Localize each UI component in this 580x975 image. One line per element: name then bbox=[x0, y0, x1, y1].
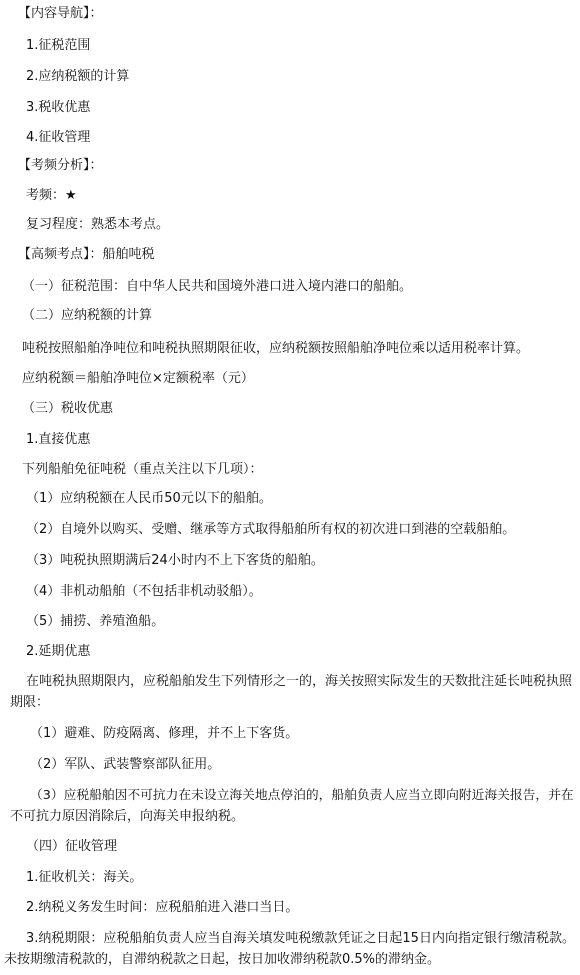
subsection-tax-scope: （一）征税范围：自中华人民共和国境外港口进入境内港口的船舶。 bbox=[22, 279, 413, 294]
paragraph-exempt-intro: 下列船舶免征吨税（重点关注以下几项）： bbox=[22, 462, 263, 477]
deferred-item-1: （1）避难、防疫隔离、修理，并不上下客货。 bbox=[30, 726, 299, 741]
paragraph-calculation-basis: 吨税按照船舶净吨位和吨税执照期限征收，应纳税额按照船舶净吨位乘以适用税率计算。 bbox=[22, 341, 530, 356]
heading-direct-incentives: 1.直接优惠 bbox=[26, 432, 91, 447]
exempt-item-5: （5）捕捞、养殖渔船。 bbox=[26, 614, 165, 629]
paragraph-deferred-line-2: 期限： bbox=[10, 695, 50, 710]
paragraph-deferred-line-1: 在吨税执照期限内，应税船舶发生下列情形之一的，海关按照实际发生的天数批注延长吨税执照 bbox=[26, 674, 573, 689]
payment-deadline-line-1: 3.纳税期限：应税船舶负责人应当自海关填发吨税缴款凭证之日起15日内向指定银行缴清税款。 bbox=[26, 931, 575, 946]
section-heading-frequency-analysis: 【考频分析】： bbox=[18, 158, 103, 173]
exempt-item-4: （4）非机动船舶（不包括非机动驳船）。 bbox=[26, 584, 262, 599]
nav-item-tax-calculation: 2.应纳税额的计算 bbox=[26, 69, 130, 84]
deferred-item-2: （2）军队、武装警察部队征用。 bbox=[30, 757, 221, 772]
deferred-item-3-line-1: （3）应税船舶因不可抗力在未设立海关地点停泊的，船舶负责人应当立即向附近海关报告，并在 bbox=[30, 788, 574, 803]
nav-item-tax-incentives: 3.税收优惠 bbox=[26, 100, 91, 115]
nav-item-collection-management: 4.征收管理 bbox=[26, 130, 91, 145]
payment-deadline-line-2: 未按期缴清税款的，自滞纳税款之日起，按日加收滞纳税款0.5%的滞纳金。 bbox=[4, 952, 441, 967]
subsection-tax-calculation: （二）应纳税额的计算 bbox=[22, 308, 153, 323]
section-heading-content-nav: 【内容导航】： bbox=[18, 6, 103, 21]
heading-deferred-incentives: 2.延期优惠 bbox=[26, 644, 91, 659]
exempt-item-2: （2）自境外以购买、受赠、继承等方式取得船舶所有权的初次进口到港的空载船舶。 bbox=[26, 522, 516, 537]
nav-item-tax-scope: 1.征税范围 bbox=[26, 38, 91, 53]
exempt-item-1: （1）应纳税额在人民币50元以下的船舶。 bbox=[26, 491, 272, 506]
tax-obligation-time: 2.纳税义务发生时间：应税船舶进入港口当日。 bbox=[26, 900, 299, 915]
exempt-item-3: （3）吨税执照期满后24小时内不上下客货的船舶。 bbox=[26, 553, 324, 568]
review-level: 复习程度：熟悉本考点。 bbox=[26, 217, 170, 232]
section-heading-key-point: 【高频考点】：船舶吨税 bbox=[18, 247, 155, 262]
subsection-collection-management: （四）征收管理 bbox=[26, 839, 118, 854]
collection-authority: 1.征收机关：海关。 bbox=[26, 870, 143, 885]
subsection-tax-incentives: （三）税收优惠 bbox=[22, 401, 114, 416]
deferred-item-3-line-2: 不可抗力原因消除后，向海关申报纳税。 bbox=[10, 809, 245, 824]
frequency-rating: 考频：★ bbox=[26, 188, 77, 203]
formula-tax-payable: 应纳税额＝船舶净吨位×定额税率（元） bbox=[22, 371, 254, 386]
